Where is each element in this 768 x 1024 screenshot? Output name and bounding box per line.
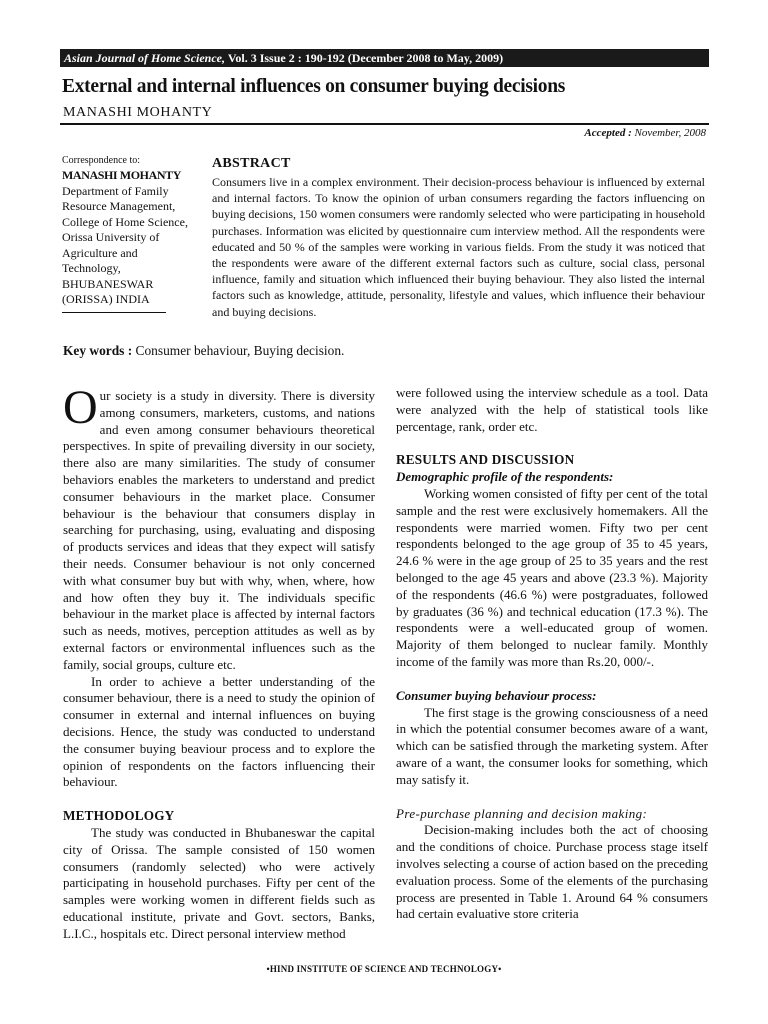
correspondence-block xyxy=(62,153,202,313)
intro-paragraph-2: In order to achieve a better understanding of the consumer behaviour, there is a need to study the opinion of consumer in external and internal influences on buying decisions. Hence, the study was conducted to understand the consumer buying beaviour process and to explore the opinion of respondents on the factors influencing their behaviour. xyxy=(63,673,375,790)
buying-process-paragraph: The first stage is the growing consciousness of a need in which the potential consumer becomes aware of a want, which can be satisfied through the marketing system. After aware of a want, the consumer looks for something, which may satisfy it. xyxy=(396,704,708,787)
correspondence-line: College of Home Science, xyxy=(62,214,188,229)
correspondence-line: Agriculture and xyxy=(62,245,138,260)
buying-process-subheading: Consumer buying behaviour process: xyxy=(396,687,597,703)
demographic-paragraph: Working women consisted of fifty per cent of the total sample and the rest were exclusively homemakers. All the respondents were married women. Fifty two per cent respondents belonged to the age group of 35 to 45 years, 24.6 % were in the age group of 25 to 35 years and the rest belonged to the age 45 years and above (23.3 %). Majority of the respondents (46.6 %) were postgraduates, followed by graduates (36 %) and technical education (17.3 %). The respondents were a well-educated group of women. Majority of them belonged to nuclear family. Monthly income of the family was more than Rs.20, 000/-. xyxy=(396,485,708,669)
journal-issue: Vol. 3 Issue 2 : 190-192 (December 2008 to May, 2009) xyxy=(227,51,504,65)
correspondence-line: Orissa University of xyxy=(62,230,160,244)
article-author: MANASHI MOHANTY xyxy=(63,105,213,120)
drop-cap: O xyxy=(63,381,98,434)
correspondence-line: Technology, xyxy=(62,261,121,275)
correspondence-name: MANASHI MOHANTY xyxy=(62,168,181,182)
pre-purchase-subheading: Pre-purchase planning and decision making: xyxy=(396,805,648,821)
methodology-heading: METHODOLOGY xyxy=(63,808,175,824)
spacer xyxy=(63,791,375,808)
results-heading: RESULTS AND DISCUSSION xyxy=(396,452,575,468)
methodology-paragraph: The study was conducted in Bhubaneswar the capital city of Orissa. The sample consisted of 150 women consumers (randomly selected) who were actively participating in household purchases. Fifty per cent of the samples were working women in different fields such as educational institute, private and Govt. sectors, Banks, L.I.C., hospitals etc. Direct personal interview method xyxy=(63,824,375,941)
intro-text: ur society is a study in diversity. There is diversity among consumers, marketers, customs, and nations and even among consumer behaviours theoretical perspectives. In spite of prevailing diversity in our society, there also are many similarities. The study of consumer behaviors enables the marketers to understand and predict consumer behaviours in the market place. Consumer behaviour is the behaviour that consumers display in searching for purchasing, using, evaluating and disposing of products services and ideas that they expect will satisfy their needs. Consumer behaviour is not only concerned with what consumer buy but with why, when, where, how and how often they buy it. The individuals specific behaviour in the market place is affected by internal factors such as needs, motives, perception attitudes as well as by external factors or environmental influences such as the family, social groups, culture etc. xyxy=(63,388,375,672)
accepted-value: November, 2008 xyxy=(634,127,706,139)
keywords-text: Consumer behaviour, Buying decision. xyxy=(135,343,345,358)
demographic-subheading: Demographic profile of the respondents: xyxy=(396,469,614,485)
pre-purchase-paragraph: Decision-making includes both the act of choosing and the conditions of choice. Purchase process stage itself involves selecting a course of action based on the preceding evaluation process. Some of the elements of the purchasing process are presented in Table 1. Around 64 % consumers had certain evaluative store criteria xyxy=(396,822,708,922)
journal-name: Asian Journal of Home Science, xyxy=(64,51,226,65)
publisher-footer: •HIND INSTITUTE OF SCIENCE AND TECHNOLOGY• xyxy=(266,964,502,974)
spacer xyxy=(396,435,708,452)
accepted-date xyxy=(584,127,706,139)
article-title: External and internal influences on consumer buying decisions xyxy=(62,76,566,97)
correspondence-line: (ORISSA) INDIA xyxy=(62,292,150,306)
right-column xyxy=(396,385,708,923)
correspondence-line: BHUBANESWAR xyxy=(62,276,154,291)
spacer xyxy=(396,671,708,688)
correspondence-label: Correspondence to: xyxy=(62,155,141,166)
keywords xyxy=(63,343,703,359)
correspondence-line: Department of Family xyxy=(62,183,169,198)
keywords-label: Key words : xyxy=(63,343,133,358)
abstract-text: Consumers live in a complex environment. Their decision-process behaviour is influenced by external and internal factors. To know the opinion of urban consumers regarding the factors influencing on buying decisions, 150 women consumers were randomly selected who were participating in household purchases. Information was elicited by questionnaire cum interview method. All the respondents were educated and 50 % of the samples were working in various fields. From the study it was noticed that the respondents were aware of the different external factors such as culture, social class, personal influence, family and situation which influenced their buying behaviour. They also listed the internal factors such as knowledge, attitude, personality, lifestyle and values, which influence their behaviour and buying decisions. xyxy=(212,175,705,319)
spacer xyxy=(396,789,708,806)
correspondence-line: Resource Management, xyxy=(62,199,176,213)
intro-paragraph xyxy=(63,381,375,674)
title-divider xyxy=(60,123,709,125)
left-column xyxy=(63,381,375,943)
correspondence-divider xyxy=(62,312,166,313)
methodology-continued: were followed using the interview schedule as a tool. Data were analyzed with the help of statistical tools like percentage, rank, order etc. xyxy=(396,385,708,434)
abstract-heading: ABSTRACT xyxy=(212,156,291,171)
journal-banner xyxy=(60,49,709,67)
accepted-label: Accepted : xyxy=(584,127,632,139)
